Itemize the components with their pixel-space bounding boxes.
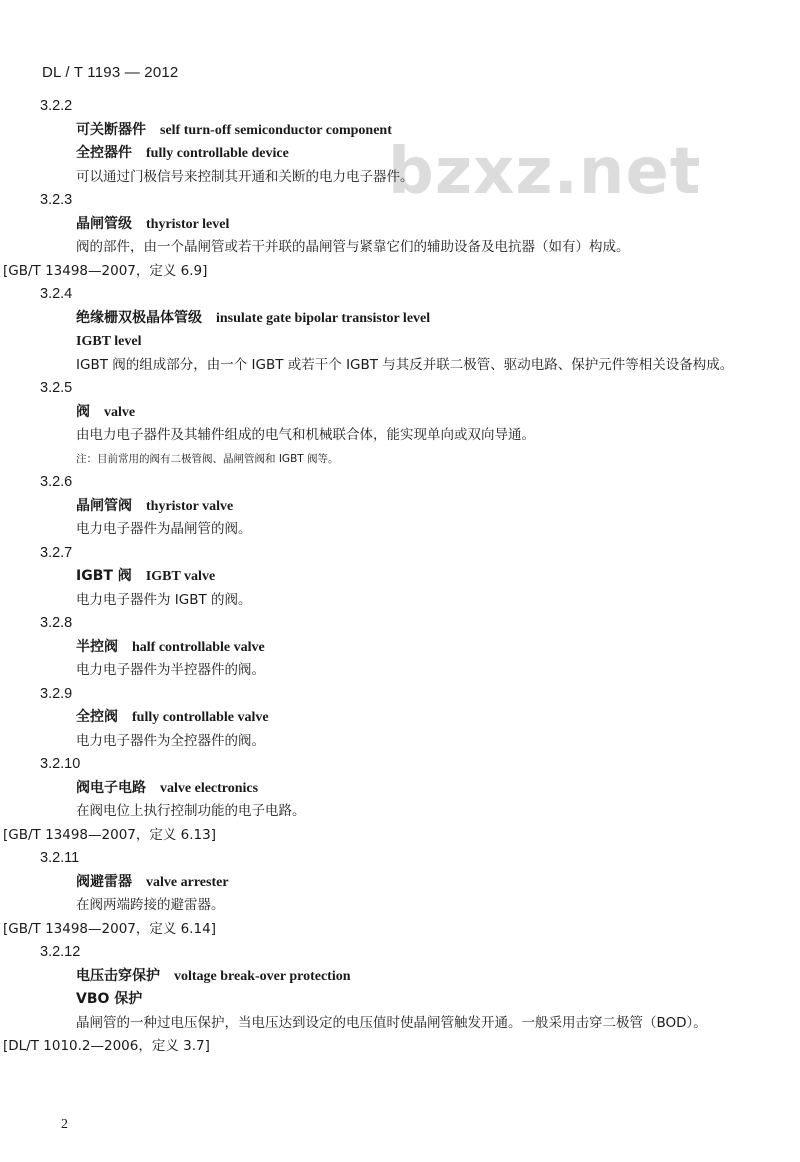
clause-number: 3.2.2: [40, 98, 73, 114]
term-definition: 电力电子器件为半控器件的阀。: [76, 662, 265, 678]
term-entry-3-2-10: [0, 753, 800, 847]
synonym-chinese: 全控器件: [76, 145, 132, 161]
synonym-chinese: VBO 保护: [76, 991, 143, 1007]
term-chinese: 绝缘栅双极晶体管级: [76, 309, 202, 326]
term-chinese: 阀电子电路: [76, 779, 146, 796]
term-chinese: 阀避雷器: [76, 873, 132, 890]
term-heading: [76, 965, 756, 989]
term-chinese: 阀: [76, 403, 90, 420]
clause-number: 3.2.5: [40, 380, 73, 396]
term-heading: [76, 495, 756, 519]
clause-number: 3.2.3: [40, 192, 73, 208]
term-entry-3-2-5: [0, 377, 800, 471]
clause-number: 3.2.10: [40, 756, 81, 772]
clause-number: 3.2.9: [40, 685, 73, 702]
term-definition: 在阀电位上执行控制功能的电子电路。: [76, 803, 306, 819]
term-reference: [GB/T 13498—2007，定义 6.13]: [3, 826, 216, 843]
document-code-header: DL / T 1193 — 2012: [42, 64, 179, 81]
term-definition: 电力电子器件为 IGBT 的阀。: [76, 591, 252, 608]
term-definition: 可以通过门极信号来控制其开通和关断的电力电子器件。: [76, 168, 414, 185]
term-entry-3-2-8: [0, 612, 800, 683]
term-entry-3-2-12: [0, 941, 800, 1059]
term-entry-3-2-6: [0, 471, 800, 542]
term-definition: 晶闸管的一种过电压保护，当电压达到设定的电压值时使晶闸管触发开通。一般采用击穿二极管（BOD）。: [76, 1014, 707, 1031]
term-entry-3-2-2: [0, 95, 800, 189]
term-chinese: 晶闸管阀: [76, 497, 132, 514]
term-heading: [76, 119, 756, 143]
term-definition: 由电力电子器件及其辅件组成的电气和机械联合体，能实现单向或双向导通。: [76, 427, 535, 443]
term-chinese: 电压击穿保护: [76, 967, 160, 984]
term-heading: [76, 307, 756, 331]
term-definition: IGBT 阀的组成部分，由一个 IGBT 或若干个 IGBT 与其反并联二极管、驱动电路、保护元件等相关设备构成。: [76, 356, 734, 373]
term-english: thyristor valve: [146, 498, 234, 514]
terms-list: [0, 95, 800, 1059]
term-reference: [GB/T 13498—2007，定义 6.9]: [3, 262, 208, 279]
term-english: fully controllable valve: [132, 710, 269, 725]
term-definition: 电力电子器件为全控器件的阀。: [76, 732, 265, 749]
clause-number: 3.2.4: [40, 286, 73, 302]
term-heading: [76, 213, 756, 237]
term-definition: 阀的部件，由一个晶闸管或若干并联的晶闸管与紧靠它们的辅助设备及电抗器（如有）构成。: [76, 239, 630, 255]
term-heading: [76, 636, 756, 660]
term-reference: [DL/T 1010.2—2006，定义 3.7]: [3, 1038, 210, 1054]
term-entry-3-2-9: [0, 683, 800, 754]
term-english: valve arrester: [146, 874, 229, 890]
term-heading: [76, 871, 756, 895]
clause-number: 3.2.8: [40, 615, 73, 631]
clause-number: 3.2.11: [40, 850, 80, 866]
term-english: insulate gate bipolar transistor level: [216, 310, 431, 326]
term-definition: 在阀两端跨接的避雷器。: [76, 897, 225, 913]
term-synonym: [76, 988, 756, 1012]
term-heading: [76, 777, 756, 801]
term-english: valve: [104, 404, 136, 420]
term-chinese: 半控阀: [76, 638, 118, 655]
term-english: IGBT valve: [145, 569, 216, 584]
term-heading: [76, 401, 756, 425]
term-entry-3-2-11: [0, 847, 800, 941]
term-heading: [76, 565, 756, 589]
page-number: 2: [61, 1117, 68, 1132]
term-heading: [76, 706, 756, 730]
term-english: half controllable valve: [132, 639, 265, 655]
term-chinese: IGBT 阀: [76, 568, 132, 584]
term-chinese: 可关断器件: [76, 121, 146, 138]
term-chinese: 全控阀: [76, 709, 118, 725]
term-english: valve electronics: [160, 780, 259, 796]
term-english: thyristor level: [146, 216, 230, 232]
term-definition: 电力电子器件为晶闸管的阀。: [76, 521, 252, 537]
term-reference: [GB/T 13498—2007，定义 6.14]: [3, 920, 216, 937]
term-synonym: [76, 142, 756, 166]
term-entry-3-2-7: [0, 542, 800, 613]
term-entry-3-2-3: [0, 189, 800, 283]
clause-number: 3.2.12: [40, 944, 81, 960]
term-note: 注：目前常用的阀有二极管阀、晶闸管阀和 IGBT 阀等。: [76, 452, 339, 465]
clause-number: 3.2.6: [40, 474, 73, 490]
synonym-english: fully controllable device: [146, 146, 289, 161]
term-entry-3-2-4: [0, 283, 800, 377]
term-chinese: 晶闸管级: [76, 215, 132, 232]
term-english: self turn-off semiconductor component: [160, 122, 392, 138]
clause-number: 3.2.7: [40, 544, 73, 561]
synonym-english: IGBT level: [76, 334, 142, 349]
term-synonym: [76, 330, 756, 354]
watermark-logo: bzxz.net: [388, 135, 702, 209]
term-english: voltage break-over protection: [174, 968, 351, 984]
